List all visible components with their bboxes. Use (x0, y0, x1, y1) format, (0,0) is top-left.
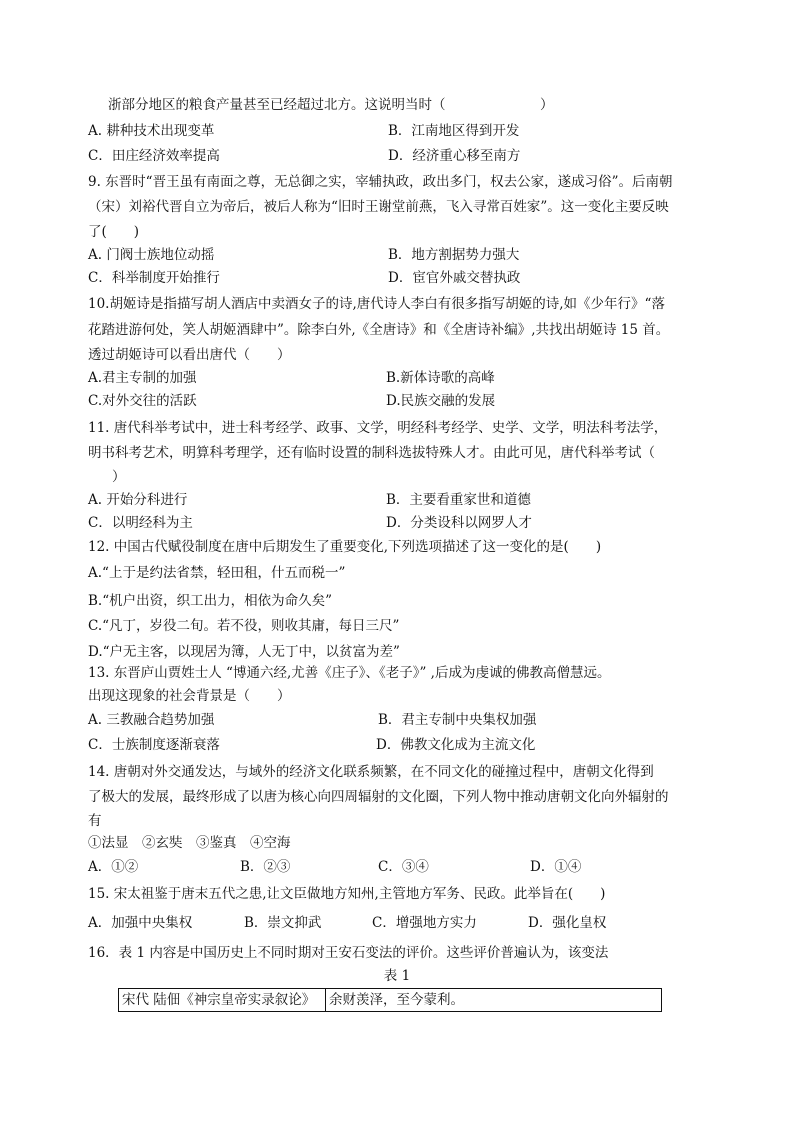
table-row (119, 989, 662, 1012)
table-caption: 表 1 (383, 968, 411, 984)
q14-option-a: A．①② (88, 859, 139, 875)
q12-option-b: B.“机户出资，织工出力，相依为命久矣” (88, 593, 333, 609)
q14-option-c: C．③④ (378, 859, 429, 875)
q8-option-c: C．田庄经济效率提高 (88, 148, 220, 164)
q15-option-b: B．崇文抑武 (244, 915, 322, 931)
table-cell-source: 宋代 陆佃《神宗皇帝实录叙论》 (119, 989, 326, 1012)
q10-option-c: C.对外交往的活跃 (88, 393, 197, 409)
q13-option-c: C．士族制度逐渐衰落 (88, 737, 220, 753)
q11-stem-line2: 明书科考艺术，明算科考理学，还有临时设置的制科选拔特殊人才。由此可见，唐代科举考试（ (88, 445, 655, 461)
q12-option-c: C.“凡丁，岁役二旬。若不役，则收其庸，每日三尺” (88, 618, 400, 634)
q12-stem-line1: 12. 中国古代赋役制度在唐中后期发生了重要变化,下列选项描述了这一变化的是( ) (88, 539, 602, 555)
q15-stem-line1: 15. 宋太祖鉴于唐末五代之患,让文臣做地方知州,主管地方军务、民政。此举旨在( ) (88, 886, 606, 902)
q11-option-d: D．分类设科以网罗人才 (386, 515, 532, 531)
q11-option-b: B．主要看重家世和道德 (386, 492, 531, 508)
q13-stem-line1: 13. 东晋庐山贾姓士人 “博通六经,尤善《庄子》、《老子》” ,后成为虔诚的佛教高僧慧远。 (88, 665, 611, 681)
q10-option-b: B.新体诗歌的高峰 (386, 370, 495, 386)
q14-stem-line2: 了极大的发展，最终形成了以唐为核心向四周辐射的文化圈，下列人物中推动唐朝文化向外辐射的 (88, 789, 669, 805)
q9-option-b: B．地方割据势力强大 (388, 247, 520, 263)
q12-option-a: A.“上于是约法省禁，轻田租，什五而税一” (88, 565, 346, 581)
q14-stem-line4: ①法显 ②玄奘 ③鉴真 ④空海 (88, 835, 291, 851)
q13-stem-line2: 出现这现象的社会背景是（ ） (88, 688, 291, 704)
q9-option-c: C．科举制度开始推行 (88, 270, 220, 286)
q15-option-a: A．加强中央集权 (88, 915, 193, 931)
q9-option-a: A. 门阀士族地位动摇 (88, 247, 215, 263)
q13-option-b: B．君主专制中央集权加强 (378, 712, 537, 728)
q14-stem-line1: 14. 唐朝对外交通发达，与域外的经济文化联系频繁，在不同文化的碰撞过程中，唐朝文化得到 (88, 764, 654, 780)
q12-option-d: D.“户无主客，以现居为簿，人无丁中，以贫富为差” (88, 644, 400, 660)
q11-stem-line1: 11. 唐代科举考试中，进士科考经学、政事、文学，明经科考经学、史学、文学，明法科考法学， (88, 420, 668, 436)
q15-option-c: C．增强地方实力 (372, 915, 477, 931)
q11-option-a: A. 开始分科进行 (88, 492, 188, 508)
q9-option-d: D．宦官外戚交替执政 (388, 270, 521, 286)
q8-stem-tail: 浙部分地区的粮食产量甚至已经超过北方。这说明当时（ ） (108, 97, 554, 113)
q9-stem-line3: 了( ) (88, 224, 140, 240)
q14-option-b: B．②③ (240, 859, 291, 875)
q11-stem-line3: ） (112, 469, 126, 485)
table-cell-evaluation: 余财羡泽，至今蒙利。 (326, 989, 662, 1012)
q10-option-a: A.君主专制的加强 (88, 370, 197, 386)
q11-option-c: C．以明经科为主 (88, 515, 193, 531)
q10-stem-line2: 花踏进游何处，笑人胡姬酒肆中”。除李白外,《全唐诗》和《全唐诗补编》,共找出胡姬诗 15 首。 (88, 322, 670, 338)
q10-option-d: D.民族交融的发展 (386, 393, 496, 409)
q9-stem-line2: （宋）刘裕代晋自立为帝后，被后人称为“旧时王谢堂前燕，飞入寻常百姓家”。这一变化主要反映 (88, 199, 669, 215)
q9-stem-line1: 9. 东晋时“晋王虽有南面之尊，无总御之实，宰辅执政，政出多门，权去公家，遂成习俗”。后南朝 (88, 174, 673, 190)
q8-option-b: B．江南地区得到开发 (388, 123, 520, 139)
q10-stem-line3: 透过胡姬诗可以看出唐代（ ） (88, 347, 291, 363)
q13-option-d: D．佛教文化成为主流文化 (376, 737, 536, 753)
q10-stem-line1: 10.胡姬诗是指描写胡人酒店中卖酒女子的诗,唐代诗人李白有很多指写胡姬的诗,如《少年行》“落 (88, 296, 665, 312)
q13-option-a: A. 三教融合趋势加强 (88, 712, 215, 728)
q16-stem-line1: 16．表 1 内容是中国历史上不同时期对王安石变法的评价。这些评价普遍认为，该变法 (88, 945, 609, 961)
evaluation-table (118, 988, 662, 1012)
q14-stem-line3: 有 (88, 813, 102, 829)
q14-option-d: D．①④ (530, 859, 582, 875)
q15-option-d: D．强化皇权 (528, 915, 607, 931)
q8-option-d: D．经济重心移至南方 (388, 148, 521, 164)
q8-option-a: A. 耕种技术出现变革 (88, 123, 215, 139)
